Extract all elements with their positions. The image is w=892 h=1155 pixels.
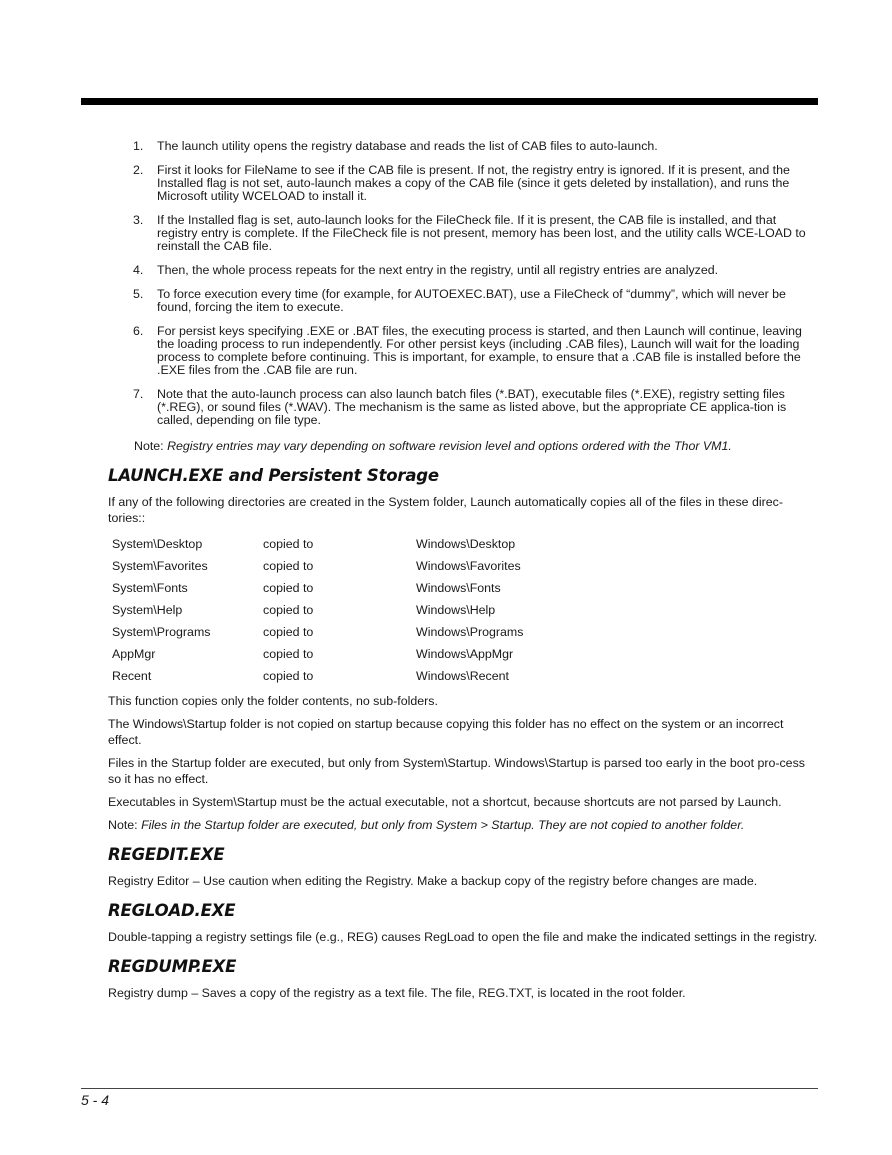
list-item [133, 324, 818, 377]
launch-steps-list [108, 140, 818, 427]
list-text: The launch utility opens the registry database and reads the list of CAB files to auto-launch. [157, 139, 658, 153]
launch-paragraph: This function copies only the folder contents, no sub-folders. [108, 694, 438, 708]
list-text: First it looks for FileName to see if the CAB file is present. If not, the registry entry is ignored. If it is present, and the Installed flag is not set, auto-launch makes a copy of the CAB file (since it gets deleted by installation), and runs the Microsoft utility WCELOAD to install it. [157, 163, 790, 203]
table-row [108, 599, 527, 621]
list-text: Then, the whole process repeats for the next entry in the registry, until all registry entries are analyzed. [157, 263, 719, 277]
copy-action: copied to [263, 624, 314, 639]
regedit-text: Registry Editor – Use caution when editing the Registry. Make a backup copy of the registry before changes are made. [108, 874, 758, 888]
header-rule [81, 98, 818, 105]
regdump-heading: REGDUMP.EXE [108, 957, 237, 976]
list-text: To force execution every time (for example, for AUTOEXEC.BAT), use a FileCheck of “dummy”, which will never be found, forcing the item to execute. [157, 287, 786, 314]
dest-folder: Windows\Desktop [416, 536, 516, 551]
note-label: Note: [134, 439, 164, 453]
launch-paragraph: Executables in System\Startup must be the actual executable, not a shortcut, because shortcuts are not parsed by Launch. [108, 795, 782, 809]
source-folder: System\Favorites [112, 558, 208, 573]
directory-copy-table [108, 533, 527, 687]
list-number: 6. [133, 324, 144, 338]
list-number: 5. [133, 287, 144, 301]
source-folder: System\Help [112, 602, 183, 617]
list-item [133, 263, 818, 277]
list-text: Note that the auto-launch process can also launch batch files (*.BAT), executable files (*.EXE), registry setting files (*.REG), or sound files (*.WAV). The mechanism is the same as listed above, but the appropriate CE applica-tion is called, depending on file type. [157, 387, 787, 427]
list-number: 4. [133, 263, 144, 277]
dest-folder: Windows\AppMgr [416, 646, 514, 661]
launch-section-heading: LAUNCH.EXE and Persistent Storage [108, 466, 439, 485]
note-text: Registry entries may vary depending on software revision level and options ordered with the Thor VM1. [167, 439, 732, 453]
dest-folder: Windows\Recent [416, 668, 509, 683]
page-content [108, 140, 818, 1008]
dest-folder: Windows\Programs [416, 624, 524, 639]
dest-folder: Windows\Help [416, 602, 496, 617]
registry-note [134, 438, 818, 454]
launch-paragraph: The Windows\Startup folder is not copied on startup because copying this folder has no effect on the system or an incorrect effect. [108, 717, 784, 747]
launch-paragraph: Files in the Startup folder are executed, but only from System\Startup. Windows\Startup is parsed too early in the boot pro-cess so it has no effect. [108, 756, 805, 786]
table-row [108, 555, 527, 577]
footer-rule [81, 1088, 818, 1089]
source-folder: System\Fonts [112, 580, 188, 595]
table-row [108, 621, 527, 643]
copy-action: copied to [263, 558, 314, 573]
page-number: 5 - 4 [81, 1092, 110, 1108]
dest-folder: Windows\Fonts [416, 580, 501, 595]
source-folder: System\Desktop [112, 536, 203, 551]
regedit-heading: REGEDIT.EXE [108, 845, 225, 864]
note-text: Files in the Startup folder are executed, but only from System > Startup. They are not copied to another folder. [141, 818, 745, 832]
list-number: 1. [133, 139, 144, 153]
list-number: 7. [133, 387, 144, 401]
regdump-text: Registry dump – Saves a copy of the registry as a text file. The file, REG.TXT, is located in the root folder. [108, 986, 686, 1000]
startup-note [108, 817, 818, 833]
copy-action: copied to [263, 580, 314, 595]
list-item [133, 213, 818, 253]
launch-intro: If any of the following directories are created in the System folder, Launch automatically copies all of the files in these direc-tories:: [108, 495, 783, 525]
copy-action: copied to [263, 668, 314, 683]
list-number: 2. [133, 163, 144, 177]
regload-heading: REGLOAD.EXE [108, 901, 236, 920]
source-folder: AppMgr [112, 646, 156, 661]
table-row [108, 643, 527, 665]
list-item [133, 387, 818, 427]
list-item [133, 287, 818, 314]
dest-folder: Windows\Favorites [416, 558, 521, 573]
table-row [108, 533, 527, 555]
copy-action: copied to [263, 536, 314, 551]
copy-action: copied to [263, 602, 314, 617]
list-text: If the Installed flag is set, auto-launch looks for the FileCheck file. If it is present, the CAB file is installed, and that registry entry is complete. If the FileCheck file is not present, memory has been lost, and the utility calls WCE-LOAD to reinstall the CAB file. [157, 213, 806, 253]
regload-text: Double-tapping a registry settings file (e.g., REG) causes RegLoad to open the file and make the indicated settings in the registry. [108, 930, 818, 944]
list-item [133, 139, 818, 153]
source-folder: Recent [112, 668, 152, 683]
table-row [108, 577, 527, 599]
list-text: For persist keys specifying .EXE or .BAT files, the executing process is started, and then Launch will continue, leaving the loading process to run independently. For other persist keys (including .CAB files), Launch will wait for the loading process to complete before continuing. This is important, for example, to ensure that a .CAB file is installed before the .EXE files from the .CAB file are run. [157, 324, 802, 377]
note-label: Note: [108, 818, 138, 832]
copy-action: copied to [263, 646, 314, 661]
table-row [108, 665, 527, 687]
list-item [133, 163, 818, 203]
source-folder: System\Programs [112, 624, 211, 639]
list-number: 3. [133, 213, 144, 227]
